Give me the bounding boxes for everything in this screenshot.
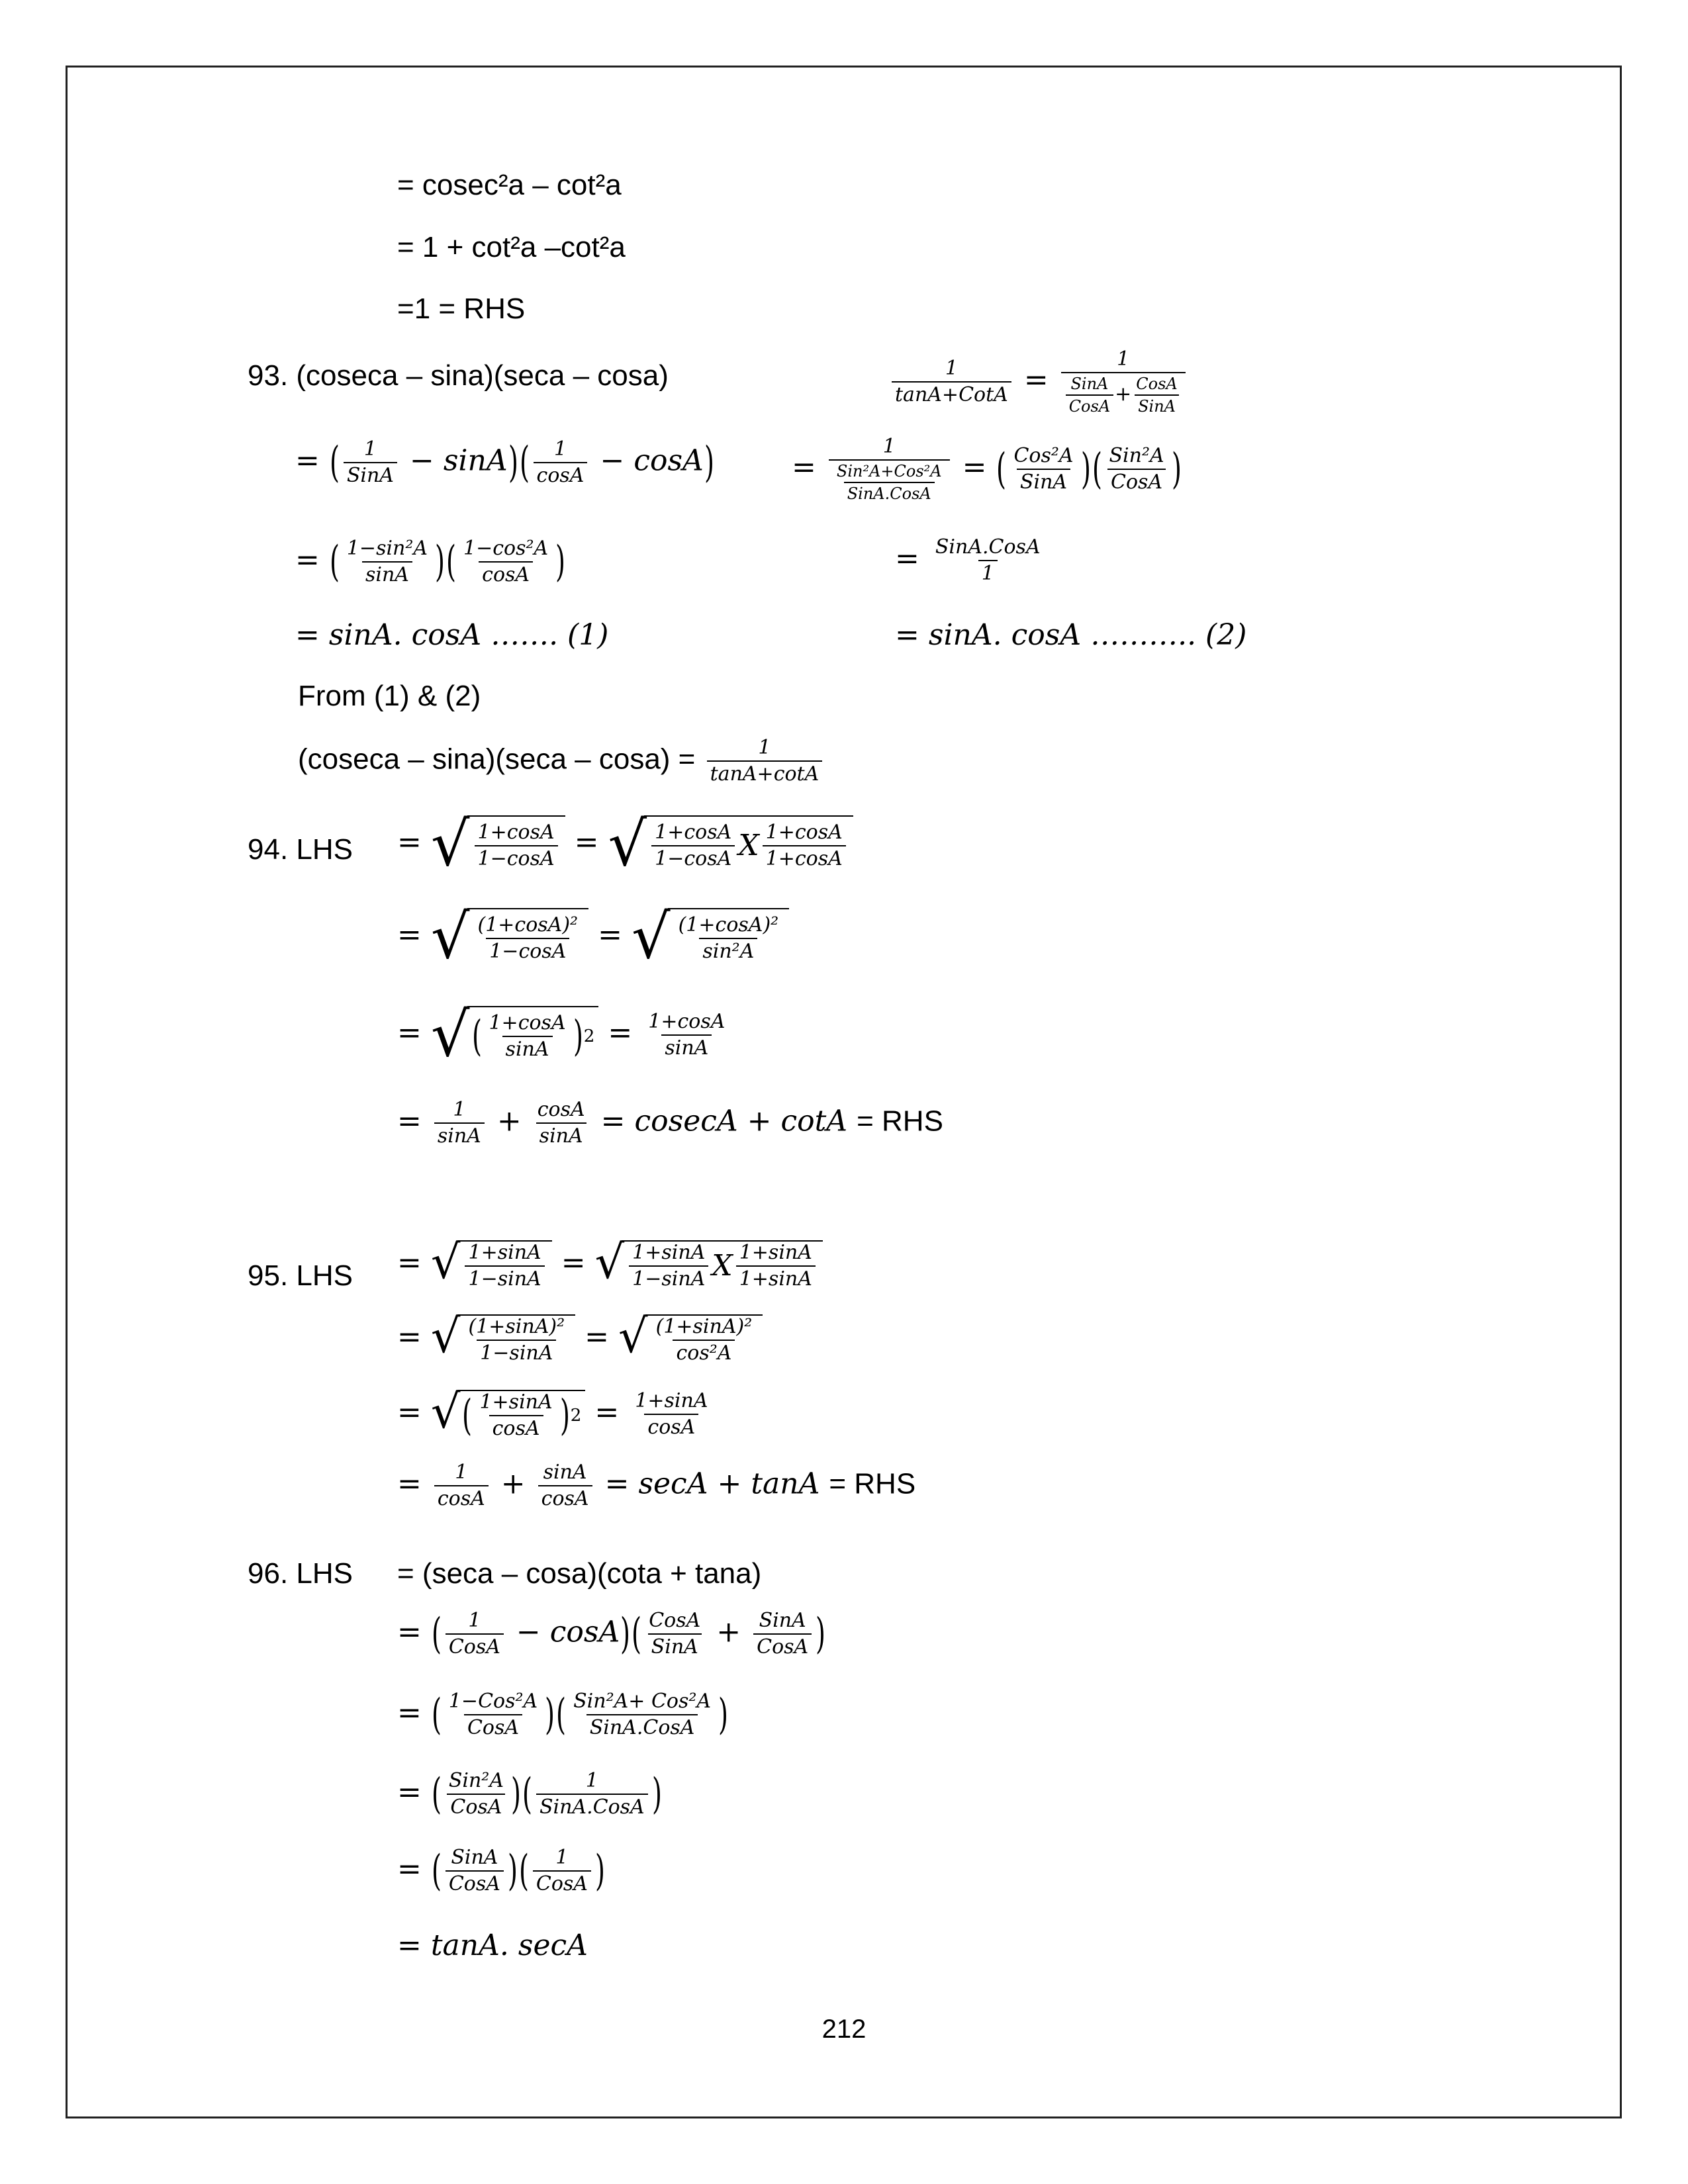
problem-96-expression: = (seca – cosa)(cota + tana) [397,1557,762,1590]
line-rhs: =1 = RHS [397,293,526,325]
p96-step-2: = ( 1−Cos²A CosA )( Sin²A+ Cos²A SinA.CosA ) [397,1690,729,1739]
problem-94-number: 94. LHS [248,833,353,866]
p93-left-step-1: = ( 1 SinA − sinA)( $\frac{1}{\cos A}$ − cosA) [295,437,714,487]
p93-left-step-2: = ( $\frac{\text{1−sin²A}}{\sin A}$ )( $\frac{\text{1−cos²A}}{\cos A}$ ) [295,537,566,586]
problem-95-number: 95. LHS [248,1259,353,1292]
problem-93-number: 93. [248,359,289,392]
line-one-plus-cot: = 1 + cot²a –cot²a [397,231,626,263]
p93-right-step-3: = SinA.CosA 1 [895,535,1041,585]
p96-step-3: = ( Sin²A CosA )( 1 SinA.CosA ) [397,1769,662,1819]
p93-conclusion: (coseca – sina)(seca – cosa) = $\frac{1}{\tan A+\cot A}$ [298,738,825,784]
problem-93-expression: (coseca – sina)(seca – cosa) [296,359,669,392]
p94-step-2: = √ (1+cosA)² 1−cosA = √ (1+cosA)² sin²A [397,908,789,966]
p96-step-1: = ( 1 CosA − cosA)( CosA SinA + SinA CosA ) [397,1609,826,1659]
p93-right-step-1: 1 tanA+CotA = 1 SinA CosA + CosA SinA [888,349,1189,414]
p93-right-step-2: = 1 Sin²A+Cos²A SinA.CosA = ( Cos²A SinA )( Sin²A CosA ) [792,435,1182,503]
problem-93-heading [248,361,669,390]
p96-step-4: = ( SinA CosA )( 1 CosA ) [397,1846,605,1895]
p94-step-4: = $\frac{1}{\sin A}$ + $\frac{\cos A}{\sin A}$ = cosecA + cotA = RHS [397,1098,943,1148]
p95-step-1: = √ 1+sinA 1−sinA = √ 1+sinA 1−sinA X 1+sinA 1+sinA [397,1240,823,1289]
problem-96-number: 96. LHS [248,1557,353,1590]
p93-right-result: = sinA. cosA ……….. (2) [895,618,1247,652]
p93-from-line: From (1) & (2) [298,680,481,712]
p96-result: = tanA. secA [397,1929,588,1962]
p95-step-2: = √ (1+sinA)² 1−sinA = √ (1+sinA)² cos²A [397,1314,763,1363]
p94-step-3: = √ ( 1+cosA sinA ) 2 = $\frac{1+\cos A}{\sin A}$ [397,999,726,1070]
p95-step-4: = $\frac{1}{\cos A}$ + $\frac{\sin A}{\cos A}$ = secA + tanA = RHS [397,1461,916,1510]
line-cosec-cot: = cosec²a – cot²a [397,169,622,201]
page-number: 212 [821,2015,867,2044]
p95-step-3: = √ ( 1+sinA cosA ) 2 = $\frac{1+\sin A}{\cos A}$ [397,1385,708,1440]
p94-step-1: = √ 1+cosA 1−cosA = √ 1+cosA 1−cosA X 1+cosA 1+cosA [397,815,853,873]
p93-left-result: = sinA. cosA ……. (1) [295,618,609,652]
